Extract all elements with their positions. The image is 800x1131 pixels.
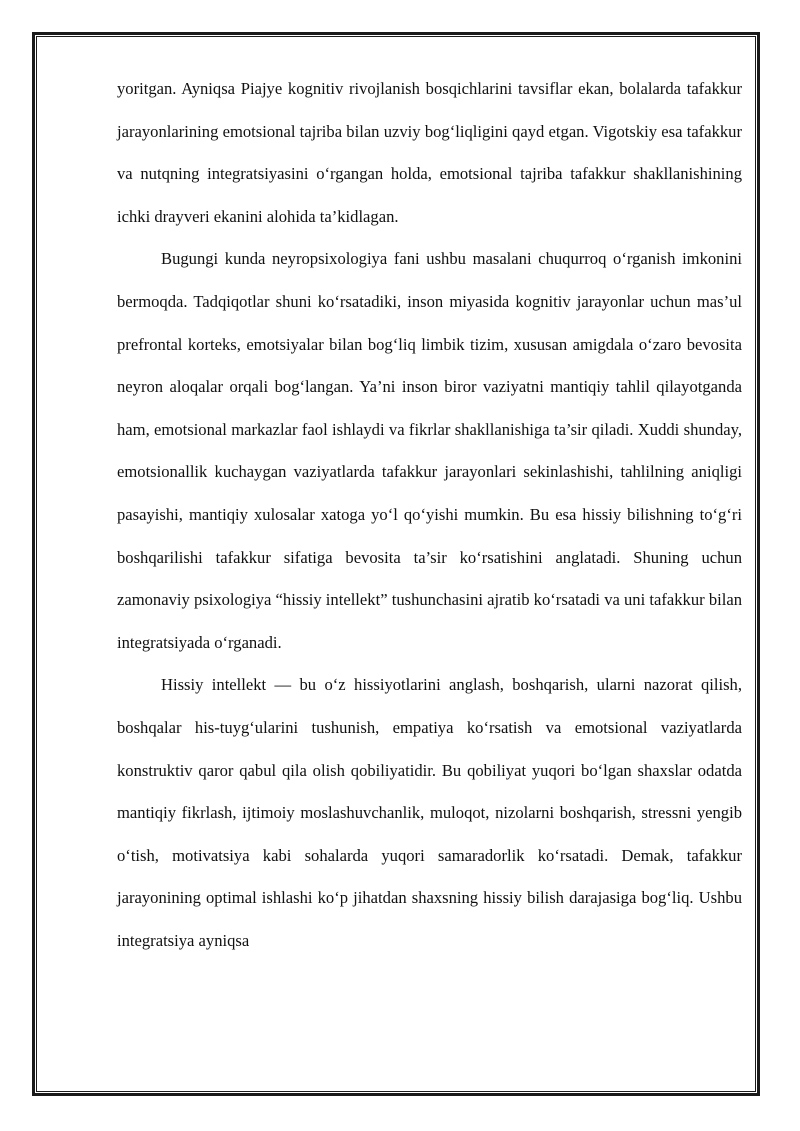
document-body [117, 68, 742, 962]
paragraph-neuropsychology: Bugungi kunda neyropsixologiya fani ushbu masalani chuqurroq o‘rganish imkonini bermoqda. Tadqiqotlar shuni ko‘rsatadiki, inson miyasida kognitiv jarayonlar uchun mas’ul prefrontal korteks, emotsiyalar bilan bog‘liq limbik tizim, xususan amigdala o‘zaro bevosita neyron aloqalar orqali bog‘langan. Ya’ni inson biror vaziyatni mantiqiy tahlil qilayotganda ham, emotsional markazlar faol ishlaydi va fikrlar shakllanishiga ta’sir qiladi. Xuddi shunday, emotsionallik kuchaygan vaziyatlarda tafakkur jarayonlari sekinlashishi, tahlilning aniqligi pasayishi, mantiqiy xulosalar xatoga yo‘l qo‘yishi mumkin. Bu esa hissiy bilishning to‘g‘ri boshqarilishi tafakkur sifatiga bevosita ta’sir ko‘rsatishini anglatadi. Shuning uchun zamonaviy psixologiya “hissiy intellekt” tushunchasini ajratib ko‘rsatadi va uni tafakkur bilan integratsiyada o‘rganadi. [117, 249, 742, 652]
paragraph-emotional-intelligence: Hissiy intellekt — bu o‘z hissiyotlarini anglash, boshqarish, ularni nazorat qilish, boshqalar his-tuyg‘ularini tushunish, empatiya ko‘rsatish va emotsional vaziyatlarda konstruktiv qaror qabul qila olish qobiliyatidir. Bu qobiliyat yuqori bo‘lgan shaxslar odatda mantiqiy fikrlash, ijtimoiy moslashuvchanlik, muloqot, nizolarni boshqarish, stressni yengib o‘tish, motivatsiya kabi sohalarda yuqori samaradorlik ko‘rsatadi. Demak, tafakkur jarayonining optimal ishlashi ko‘p jihatdan shaxsning hissiy bilish darajasiga bog‘liq. Ushbu integratsiya ayniqsa [117, 675, 742, 950]
paragraph-continuation: yoritgan. Ayniqsa Piajye kognitiv rivojlanish bosqichlarini tavsiflar ekan, bolalarda tafakkur jarayonlarining emotsional tajriba bilan uzviy bog‘liqligini qayd etgan. Vigotskiy esa tafakkur va nutqning integratsiyasini o‘rgangan holda, emotsional tajriba tafakkur shakllanishining ichki drayveri ekanini alohida ta’kidlagan. [117, 79, 742, 226]
